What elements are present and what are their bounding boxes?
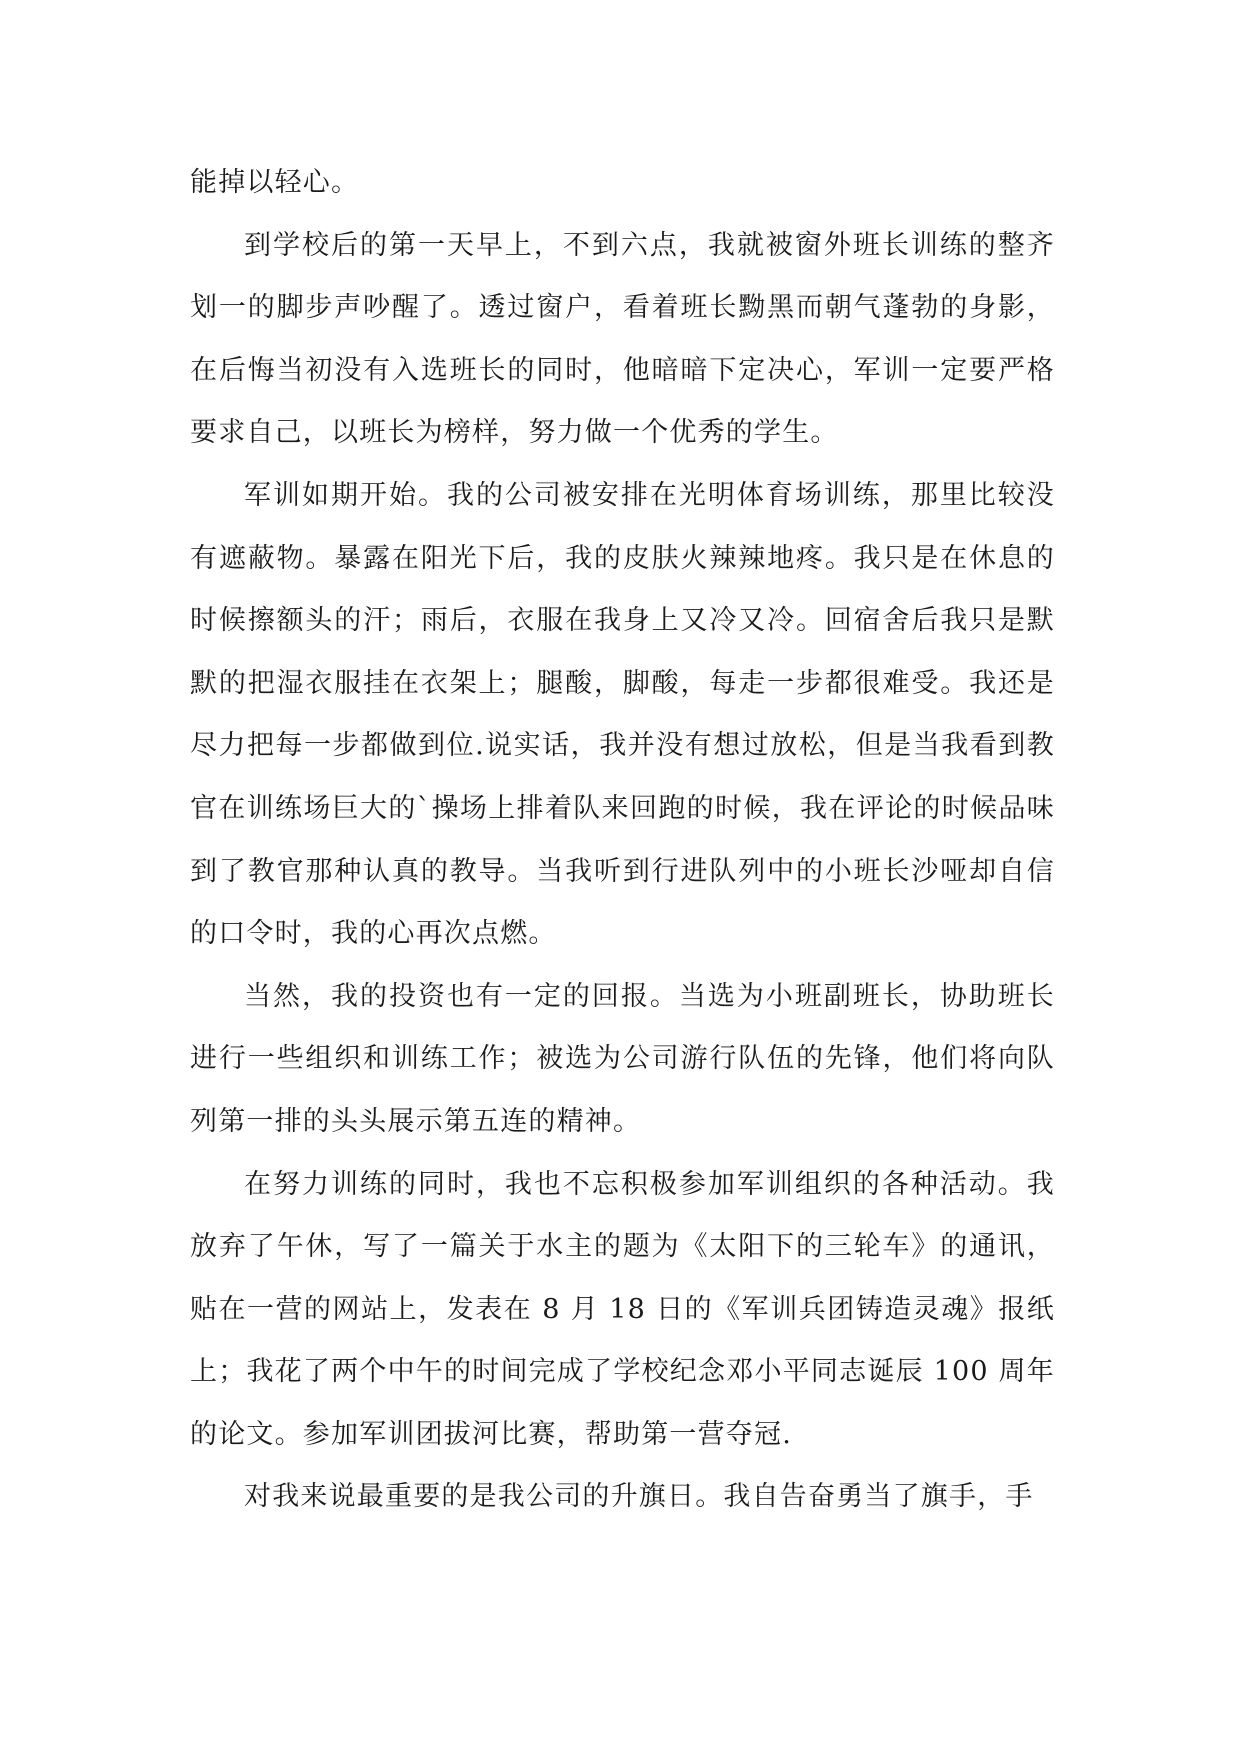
paragraph-rewards: 当然，我的投资也有一定的回报。当选为小班副班长，协助班长进行一些组织和训练工作；被选为公司游行队伍的先锋，他们将向队列第一排的头头展示第五连的精神。 [190, 980, 1055, 1137]
paragraph-training-begins: 军训如期开始。我的公司被安排在光明体育场训练，那里比较没有遮蔽物。暴露在阳光下后，我的皮肤火辣辣地疼。我只是在休息的时候擦额头的汗；雨后，衣服在我身上又冷又冷。回宿舍后我只是默默的把湿衣服挂在衣架上；腿酸，脚酸，每走一步都很难受。我还是尽力把每一步都做到位.说实话，我并没有想过放松，但是当我看到教官在训练场巨大的`操场上排着队来回跑的时候，我在评论的时候品味到了教官那种认真的教导。当我听到行进队列中的小班长沙哑却自信的口令时，我的心再次点燃。 [190, 479, 1055, 950]
paragraph-flag-raising: 对我来说最重要的是我公司的升旗日。我自告奋勇当了旗手，手 [244, 1481, 1034, 1513]
paragraph-continuation: 能掉以轻心。 [190, 167, 360, 198]
paragraph-first-morning: 到学校后的第一天早上，不到六点，我就被窗外班长训练的整齐划一的脚步声吵醒了。透过窗户，看着班长黝黑而朝气蓬勃的身影，在后悔当初没有入选班长的同时，他暗暗下定决心，军训一定要严格要求自己，以班长为榜样，努力做一个优秀的学生。 [190, 229, 1055, 449]
paragraph-activities: 在努力训练的同时，我也不忘积极参加军训组织的各种活动。我放弃了午休，写了一篇关于水主的题为《太阳下的三轮车》的通讯，贴在一营的网站上，发表在 8 月 18 日的《军训兵团铸造灵魂》报纸上；我花了两个中午的时间完成了学校纪念邓小平同志诞辰 100 周年的论文。参加军训团拔河比赛，帮助第一营夺冠. [190, 1168, 1055, 1450]
document-body [190, 152, 1055, 1529]
